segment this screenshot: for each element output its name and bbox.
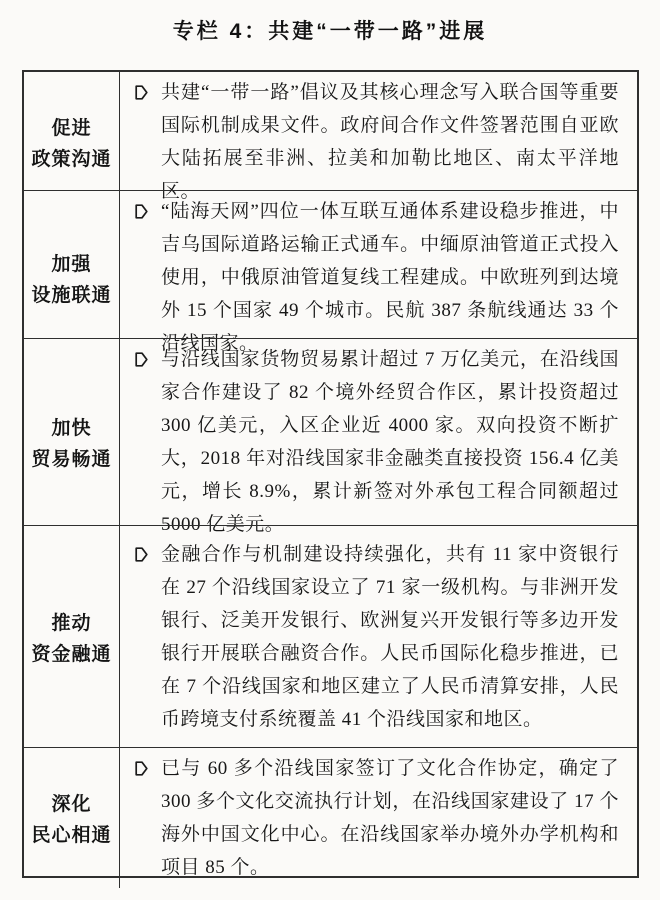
row-header-line: 推动 bbox=[51, 612, 92, 634]
table-row bbox=[24, 525, 637, 747]
content-wrap bbox=[135, 76, 619, 208]
row-content-text: 与沿线国家货物贸易累计超过 7 万亿美元，在沿线国家合作建设了 82 个境外经贸合作区，累计投资超过 300 亿美元，入区企业近 4000 家。双向投资不断扩大，2018 年对沿线国家非金融类直接投资 156.4 亿美元，增长 8.9%，累计新签对外承包工程合同额超过 5000 亿美元。 bbox=[161, 349, 619, 535]
row-header-line: 政策沟通 bbox=[31, 149, 112, 170]
row-content-text: 金融合作与机制建设持续强化，共有 11 家中资银行在 27 个沿线国家设立了 71 家一级机构。与非洲开发银行、泛美开发银行、欧洲复兴开发银行等多边开发银行开展联合融资合作。人民币国际化稳步推进，已在 7 个沿线国家和地区建立了人民币清算安排，人民币跨境支付系统覆盖 41 个沿线国家和地区。 bbox=[161, 543, 619, 730]
row-header-line: 加快 bbox=[51, 418, 92, 439]
row-header-people bbox=[24, 748, 120, 888]
table-row bbox=[24, 72, 637, 202]
pentagon-arrow-bullet-icon bbox=[135, 352, 148, 367]
content-wrap bbox=[135, 752, 619, 884]
table-row bbox=[24, 747, 637, 876]
pentagon-arrow-bullet-icon bbox=[135, 761, 148, 776]
row-content-cell bbox=[120, 526, 637, 747]
pentagon-arrow-bullet-icon bbox=[135, 547, 148, 562]
row-content-text: “陆海天网”四位一体互联互通体系建设稳步推进，中吉乌国际道路运输正式通车。中缅原油管道正式投入使用，中俄原油管道复线工程建成。中欧班列到达境外 15 个国家 49 个城市。民航 387 条航线通达 33 个沿线国家。 bbox=[161, 201, 619, 354]
pentagon-arrow-bullet-icon bbox=[135, 204, 148, 219]
row-header-finance bbox=[24, 526, 120, 747]
row-header-line: 资金融通 bbox=[31, 643, 112, 665]
row-content-cell bbox=[120, 748, 637, 888]
content-wrap bbox=[135, 343, 619, 541]
row-header-line: 贸易畅通 bbox=[31, 449, 112, 470]
row-header-line: 深化 bbox=[51, 794, 92, 815]
row-content-cell bbox=[120, 339, 637, 545]
row-header-line: 促进 bbox=[51, 118, 92, 139]
row-header-line: 加强 bbox=[51, 253, 92, 275]
content-wrap bbox=[135, 538, 619, 736]
row-content-text: 已与 60 多个沿线国家签订了文化合作协定，确定了 300 多个文化交流执行计划，在沿线国家建设了 17 个海外中国文化中心。在沿线国家举办境外办学机构和项目 85 个。 bbox=[161, 758, 619, 878]
row-content-text: 共建“一带一路”倡议及其核心理念写入联合国等重要国际机制成果文件。政府间合作文件签署范围自亚欧大陆拓展至非洲、拉美和加勒比地区、南太平洋地区。 bbox=[161, 82, 619, 202]
row-header-line: 民心相通 bbox=[31, 825, 112, 846]
content-wrap bbox=[135, 195, 619, 360]
row-header-trade bbox=[24, 339, 120, 545]
table-row bbox=[24, 190, 637, 354]
page-title: 专栏 4：共建“一带一路”进展 bbox=[172, 20, 488, 43]
row-header-line: 设施联通 bbox=[31, 284, 112, 306]
belt-road-progress-table bbox=[22, 70, 639, 878]
table-row bbox=[24, 338, 637, 535]
pentagon-arrow-bullet-icon bbox=[135, 85, 148, 100]
